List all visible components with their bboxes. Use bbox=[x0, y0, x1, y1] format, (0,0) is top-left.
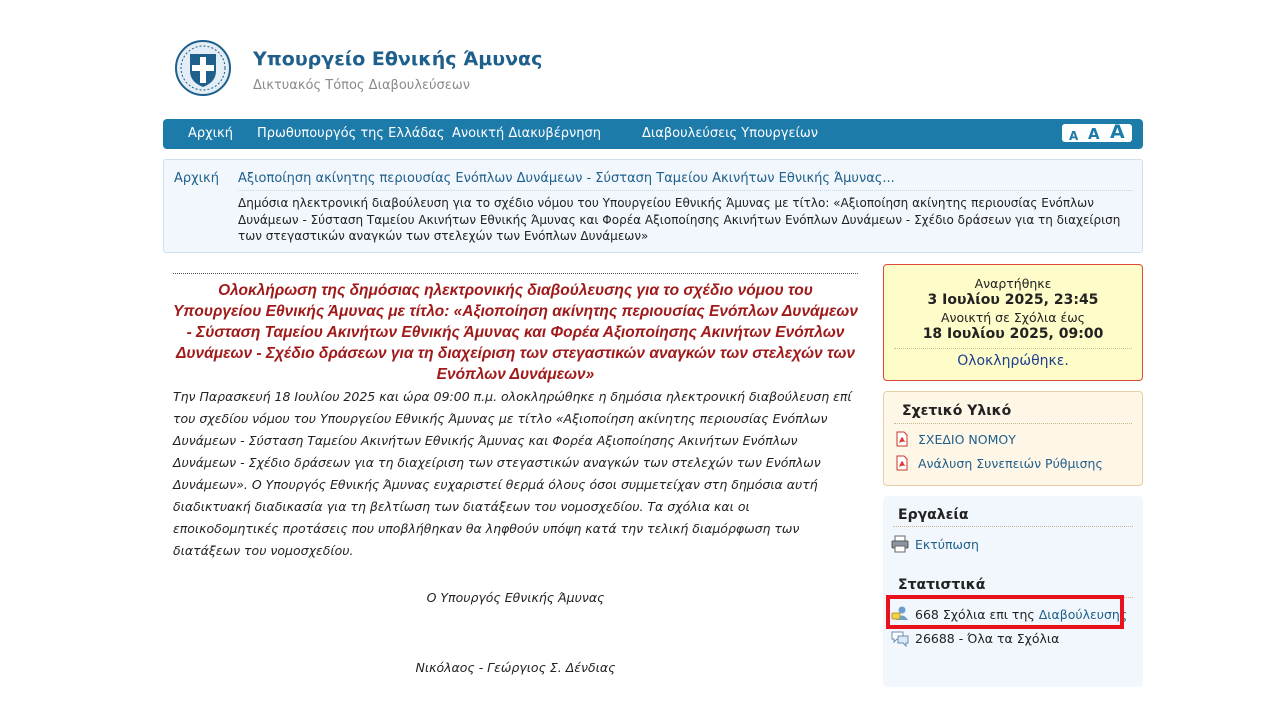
print-link[interactable]: Εκτύπωση bbox=[915, 536, 979, 552]
font-medium-button[interactable]: A bbox=[1088, 125, 1100, 143]
consultation-status-box bbox=[883, 264, 1143, 381]
impact-analysis-link[interactable]: Ανάλυση Συνεπειών Ρύθμισης bbox=[918, 455, 1103, 471]
font-size-tools bbox=[1062, 121, 1132, 143]
main-nav bbox=[163, 119, 1143, 149]
posted-label: Αναρτήθηκε bbox=[974, 276, 1052, 291]
font-large-button[interactable]: A bbox=[1110, 121, 1125, 143]
printer-icon bbox=[891, 535, 909, 553]
status-divider bbox=[894, 348, 1132, 349]
tools-divider bbox=[893, 526, 1133, 527]
related-heading: Σχετικό Υλικό bbox=[902, 403, 1012, 419]
ministry-logo bbox=[174, 39, 232, 97]
breadcrumb-description: Δημόσια ηλεκτρονική διαβούλευση για το σχέδιο νόμου του Υπουργείου Εθνικής Άμυνας με τίτλο: «Αξιοποίηση ακίνητης περιουσίας Ενόπλων Δυνάμεων - Σύσταση Ταμείου Ακινήτων Εθνικής Άμυνας και Φορέα Αξιοποίησης Ακινήτων Ενόπλων Δυνάμεων - Σχέδιο δράσεων για τη διαχείριση των στεγαστικών αναγκών των στελεχών των Ενόπλων Δυνάμεων» bbox=[238, 196, 1121, 243]
tools-heading: Εργαλεία bbox=[898, 507, 969, 523]
breadcrumb-home[interactable]: Αρχική bbox=[174, 171, 219, 186]
content-divider bbox=[173, 273, 858, 274]
breadcrumb-current[interactable]: Αξιοποίηση ακίνητης περιουσίας Ενόπλων Δυνάμεων - Σύσταση Ταμείου Ακινήτων Εθνικής Άμυνας... bbox=[238, 171, 895, 186]
related-material-box bbox=[883, 391, 1143, 486]
nav-item-open-government[interactable]: Ανοικτή Διακυβέρνηση bbox=[452, 126, 601, 141]
print-action[interactable] bbox=[891, 534, 979, 554]
nav-item-prime-minister[interactable]: Πρωθυπουργός της Ελλάδας bbox=[257, 126, 445, 141]
nav-item-home[interactable]: Αρχική bbox=[188, 126, 233, 141]
statistics-heading: Στατιστικά bbox=[898, 577, 986, 593]
pdf-icon bbox=[894, 431, 910, 447]
related-divider bbox=[894, 423, 1132, 424]
signature-role: Ο Υπουργός Εθνικής Άμυνας bbox=[426, 590, 605, 605]
posted-date: 3 Ιουλίου 2025, 23:45 bbox=[927, 292, 1099, 308]
open-until-date: 18 Ιουλίου 2025, 09:00 bbox=[922, 326, 1104, 342]
font-small-button[interactable]: A bbox=[1069, 129, 1079, 143]
all-comments-stat bbox=[891, 628, 1059, 648]
site-title[interactable]: Υπουργείο Εθνικής Άμυνας bbox=[253, 48, 543, 70]
all-comments-link[interactable]: - Όλα τα Σχόλια bbox=[958, 630, 1060, 646]
highlight-box bbox=[886, 595, 1124, 629]
tools-box bbox=[883, 496, 1143, 687]
related-item-draft-law[interactable] bbox=[894, 430, 1016, 448]
pdf-icon bbox=[894, 455, 910, 471]
page-title: Ολοκλήρωση της δημόσιας ηλεκτρονικής διαβούλευσης για το σχέδιο νόμου του Υπουργείου Εθνικής Άμυνας με τίτλο: «Αξιοποίηση ακίνητης περιουσίας Ενόπλων Δυνάμεων - Σύσταση Ταμείου Ακινήτων Εθνικής Άμυνας και Φορέα Αξιοποίησης Ακινήτων Ενόπλων Δυνάμεων - Σχέδιο δράσεων για τη διαχείριση των στεγαστικών αναγκών των στελεχών των Ενόπλων Δυνάμεων» bbox=[173, 282, 858, 383]
breadcrumb-divider bbox=[238, 190, 1133, 191]
related-item-impact-analysis[interactable] bbox=[894, 454, 1103, 472]
draft-law-link[interactable]: ΣΧΕΔΙΟ ΝΟΜΟΥ bbox=[918, 431, 1016, 447]
announcement-text: Την Παρασκευή 18 Ιουλίου 2025 και ώρα 09:00 π.μ. ολοκληρώθηκε η δημόσια ηλεκτρονική διαβούλευση επί του σχεδίου νόμου του Υπουργείου Εθνικής Άμυνας με τίτλο «Αξιοποίηση ακίνητης περιουσίας Ενόπλων Δυνάμεων - Σύσταση Ταμείου Ακινήτων Εθνικής Άμυνας και Φορέα Αξιοποίησης Ακινήτων Ενόπλων Δυνάμεων - Σχέδιο δράσεων για τη διαχείριση των στεγαστικών αναγκών των στελεχών των Ενόπλων Δυνάμεων». Ο Υπουργός Εθνικής Άμυνας ευχαριστεί θερμά όλους όσοι συμμετείχαν στη δημόσια αυτή διαδικτυακή διαδικασία για τη βελτίωση των διατάξεων του νομοσχεδίου. Τα σχόλια και οι εποικοδομητικές προτάσεις που υποβλήθηκαν θα ληφθούν υπόψη κατά την τελική διαμόρφωση των διατάξεων του νομοσχεδίου. bbox=[173, 389, 852, 558]
consultation-comments-link[interactable]: Διαβούλευσης bbox=[1038, 606, 1128, 622]
breadcrumb bbox=[163, 159, 1143, 253]
consultation-comments-count: 668 Σχόλια επι της bbox=[915, 606, 1035, 622]
all-comments-count: 26688 bbox=[915, 630, 955, 646]
nav-item-ministry-consultations[interactable]: Διαβουλεύσεις Υπουργείων bbox=[642, 126, 819, 141]
consultation-state: Ολοκληρώθηκε. bbox=[957, 353, 1069, 369]
site-subtitle: Δικτυακός Τόπος Διαβουλεύσεων bbox=[253, 78, 470, 93]
signature-name: Νικόλαος - Γεώργιος Σ. Δένδιας bbox=[415, 660, 616, 675]
open-until-label: Ανοικτή σε Σχόλια έως bbox=[940, 310, 1086, 325]
comments-icon bbox=[891, 629, 909, 647]
